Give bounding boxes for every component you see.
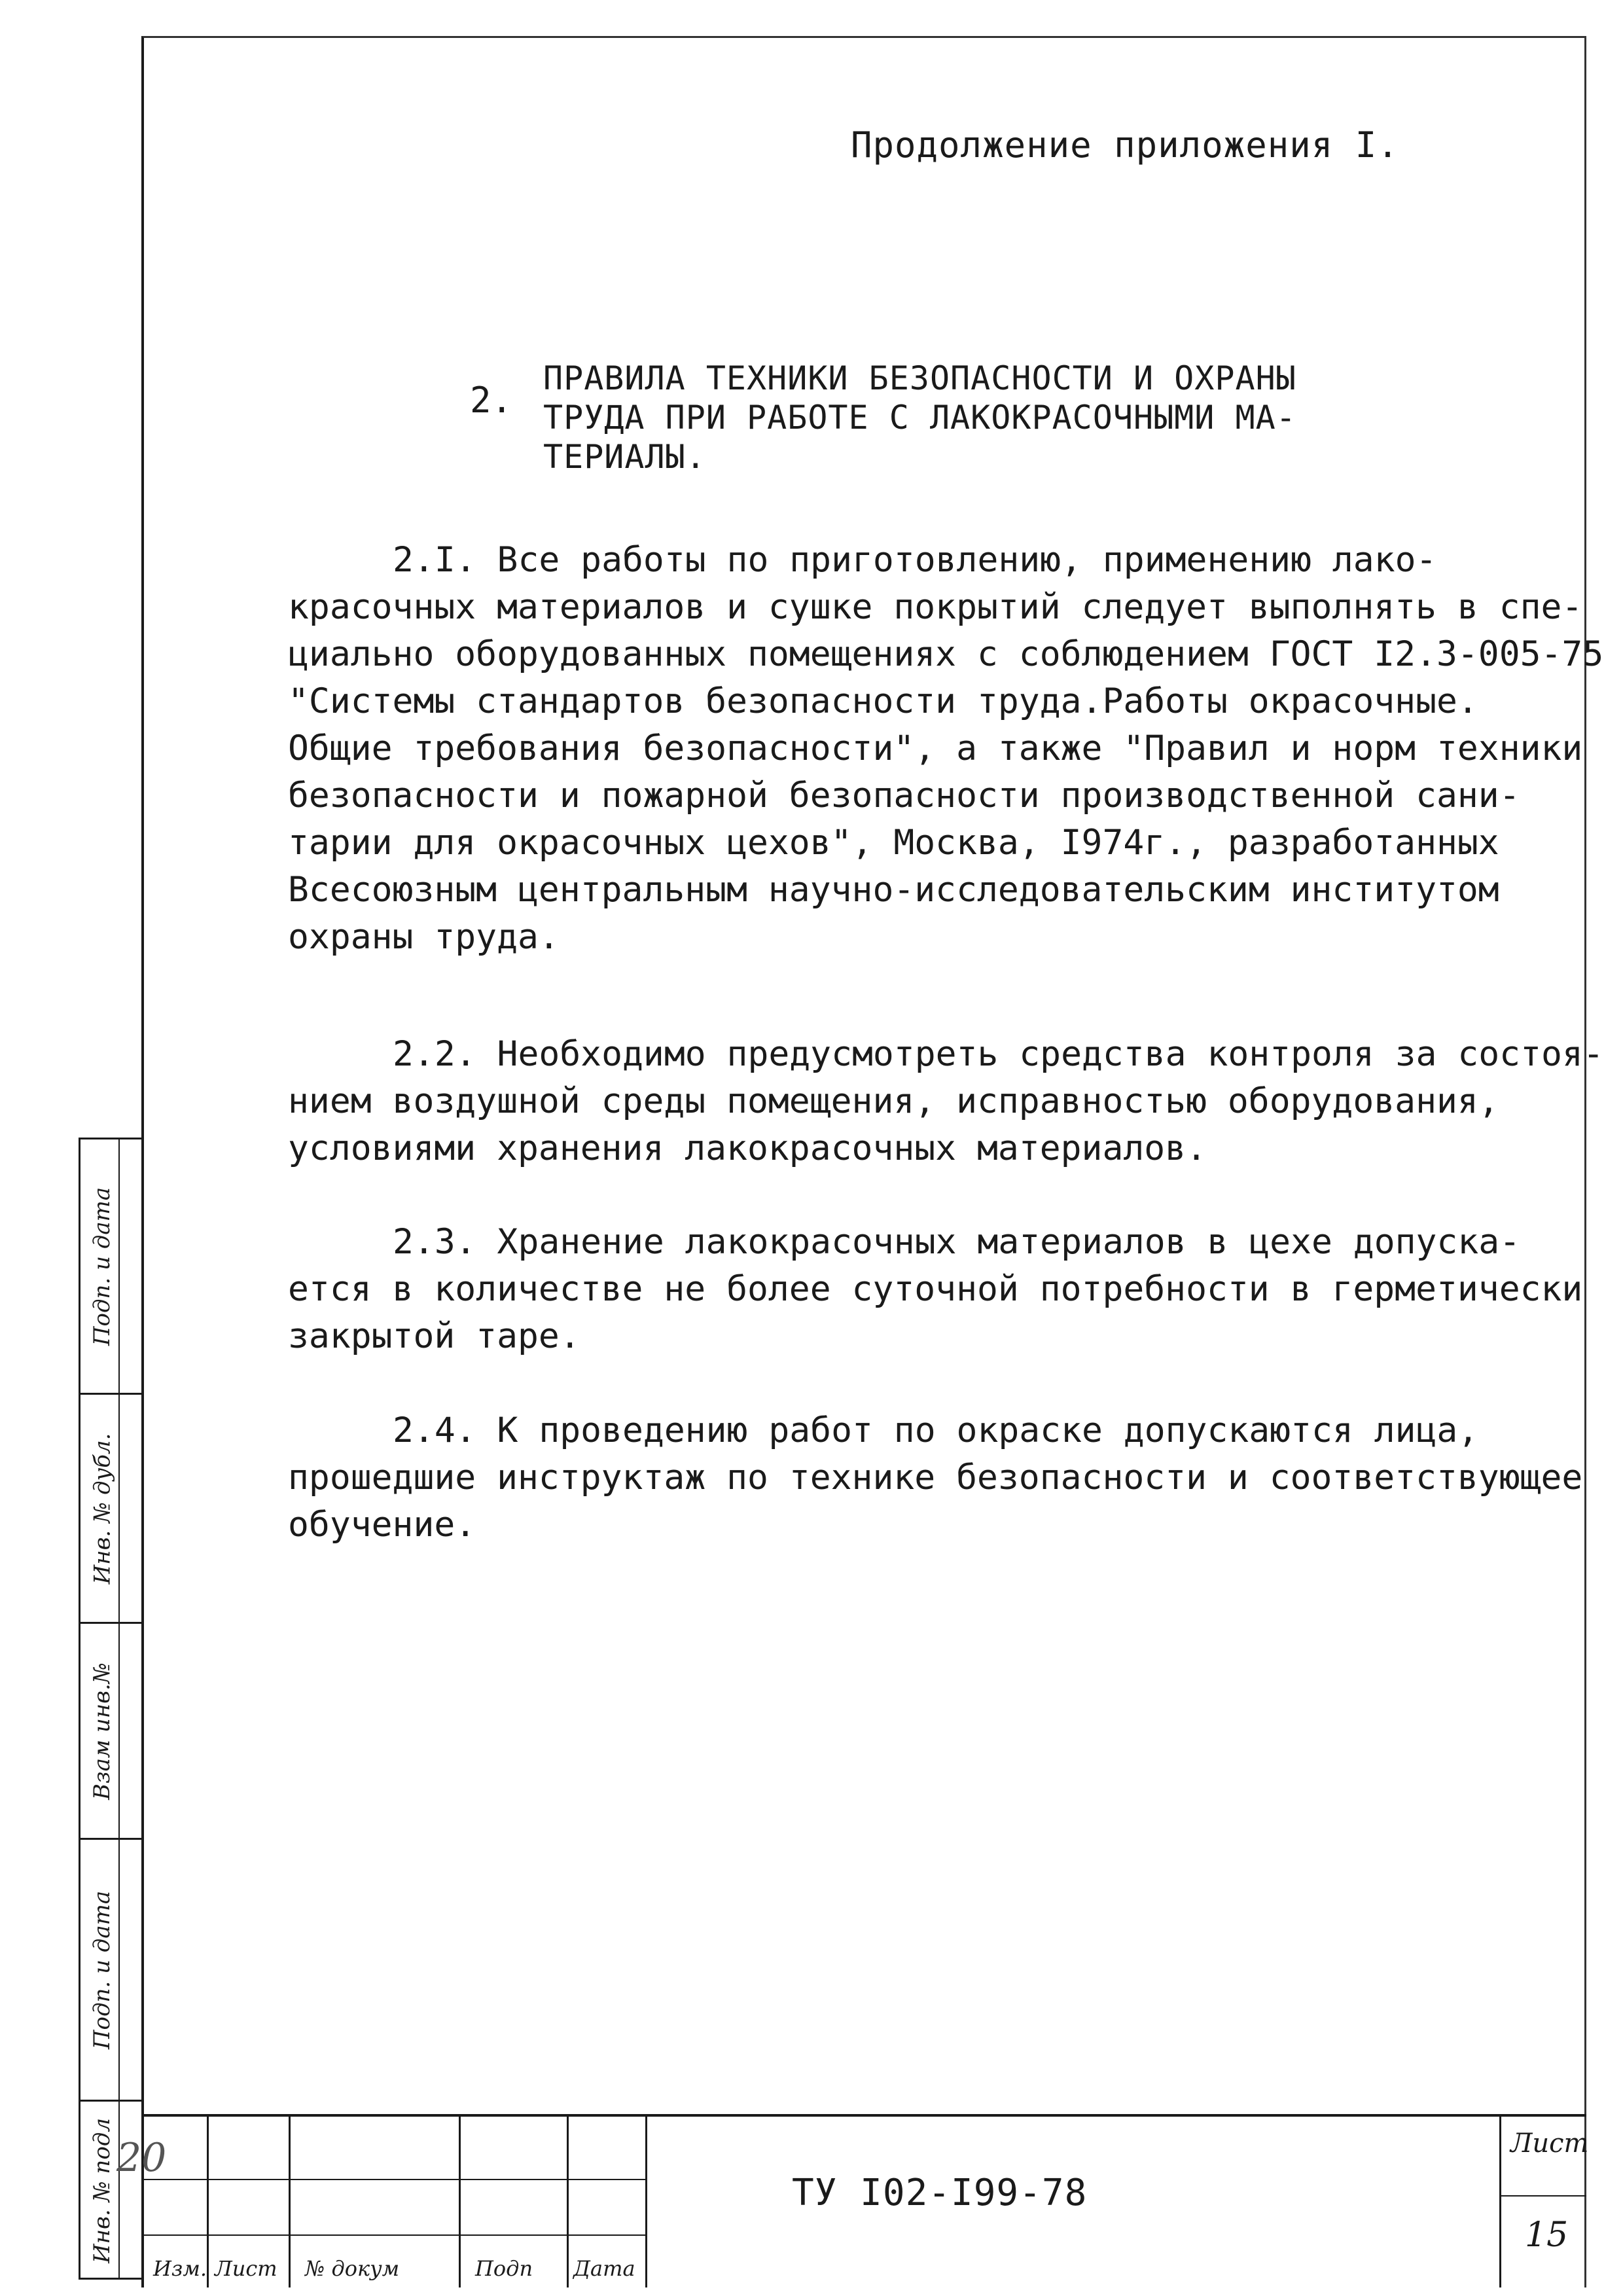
side-stamp-label: Взам инв.№ <box>89 1662 115 1800</box>
side-stamp-label: Подп. и дата <box>89 1187 115 1346</box>
title-block-divider <box>289 2117 291 2287</box>
continuation-note: Продолжение приложения I. <box>851 124 1399 166</box>
side-stamp-label: Инв. № подл <box>89 2118 115 2263</box>
side-stamp-cell <box>80 1395 141 1624</box>
column-label-signature: Подп <box>475 2256 533 2281</box>
side-stamp-divider <box>118 1139 120 2278</box>
paragraph-line: Всесоюзным центральным научно-исследовательским институтом <box>288 870 1499 910</box>
side-stamp <box>79 1138 141 2280</box>
column-label-doc-number: № докум <box>305 2256 400 2281</box>
title-block-divider <box>645 2117 647 2287</box>
paragraph-line: охраны труда. <box>288 917 560 957</box>
paragraph-line: 2.4. К проведению работ по окраске допускаются лица, <box>393 1410 1479 1450</box>
paragraph-line: 2.3. Хранение лакокрасочных материалов в цехе допуска- <box>393 1222 1521 1262</box>
title-block-divider <box>1499 2117 1501 2287</box>
section-number: 2. <box>470 380 513 421</box>
section-title <box>543 359 1342 476</box>
paragraph-line: ется в количестве не более суточной потребности в герметически <box>288 1269 1583 1309</box>
paragraph-line: красочных материалов и сушке покрытий следует выполнять в спе- <box>288 587 1583 627</box>
paragraph-2-1 <box>288 537 1604 961</box>
side-stamp-label: Подп. и дата <box>89 1890 115 2049</box>
column-label-date: Дата <box>573 2256 635 2281</box>
paragraph-line: безопасности и пожарной безопасности производственной сани- <box>288 776 1520 816</box>
column-label-sheet: Лист <box>215 2256 277 2281</box>
paragraph-line: 2.2. Необходимо предусмотреть средства контроля за состоя- <box>393 1034 1604 1074</box>
paragraph-line: 2.I. Все работы по приготовлению, применению лако- <box>393 540 1437 580</box>
document-code: ТУ I02-I99-78 <box>792 2172 1088 2214</box>
handwritten-mark: 20 <box>116 2135 167 2181</box>
paragraph-line: прошедшие инструктаж по технике безопасности и соответствующее <box>288 1458 1583 1498</box>
section-title-line: ТЕРИАЛЫ. <box>543 438 706 476</box>
sheet-number: 15 <box>1525 2215 1569 2255</box>
paragraph-line: Общие требования безопасности", а также "Правил и норм техники <box>288 728 1583 768</box>
title-block-divider <box>141 2179 645 2180</box>
section-title-line: ТРУДА ПРИ РАБОТЕ С ЛАКОКРАСОЧНЫМИ МА- <box>543 399 1296 437</box>
title-block-divider <box>567 2117 569 2287</box>
side-stamp-cell <box>80 2102 141 2280</box>
paragraph-line: условиями хранения лакокрасочных материалов. <box>288 1128 1207 1168</box>
side-stamp-cell <box>80 1139 141 1395</box>
section-title-line: ПРАВИЛА ТЕХНИКИ БЕЗОПАСНОСТИ И ОХРАНЫ <box>543 359 1296 397</box>
column-label-change: Изм. <box>153 2256 207 2281</box>
sheet-label: Лист <box>1510 2128 1589 2159</box>
title-block-divider <box>459 2117 461 2287</box>
title-block-divider <box>1499 2195 1586 2197</box>
paragraph-line: закрытой таре. <box>288 1316 580 1356</box>
paragraph-line: циально оборудованных помещениях с соблюдением ГОСТ I2.3-005-75 <box>288 634 1604 674</box>
paragraph-line: тарии для окрасочных цехов", Москва, I974г., разработанных <box>288 823 1499 863</box>
side-stamp-label: Инв. № дубл. <box>89 1433 116 1584</box>
title-block-divider <box>207 2117 209 2287</box>
paragraph-2-2 <box>288 1031 1604 1172</box>
side-stamp-cell <box>80 1840 141 2102</box>
paragraph-2-4 <box>288 1407 1583 1549</box>
paragraph-line: "Системы стандартов безопасности труда.Работы окрасочные. <box>288 681 1478 721</box>
side-stamp-cell <box>80 1624 141 1840</box>
paragraph-line: нием воздушной среды помещения, исправностью оборудования, <box>288 1081 1499 1121</box>
title-block-divider <box>141 2234 645 2236</box>
paragraph-line: обучение. <box>288 1505 476 1545</box>
paragraph-2-3 <box>288 1219 1583 1360</box>
